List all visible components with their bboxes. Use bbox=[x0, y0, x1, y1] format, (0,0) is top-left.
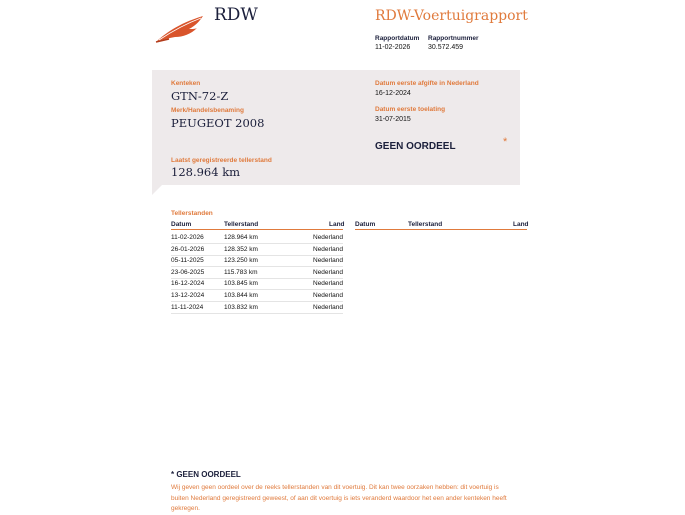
row-datum: 11-02-2026 bbox=[171, 234, 204, 241]
col-tellerstand-left: Tellerstand bbox=[224, 221, 259, 228]
row-tellerstand: 103.832 km bbox=[224, 303, 258, 311]
row-land: Nederland bbox=[313, 280, 343, 288]
col-datum-right: Datum bbox=[355, 221, 376, 228]
tellerstanden-label: Tellerstanden bbox=[171, 210, 213, 217]
row-tellerstand: 123.250 km bbox=[224, 257, 258, 265]
rapportdatum-label: Rapportdatum bbox=[375, 35, 420, 42]
kenteken-label: Kenteken bbox=[171, 80, 201, 87]
verdict-star: * bbox=[503, 136, 508, 148]
row-land: Nederland bbox=[313, 303, 343, 311]
row-tellerstand: 128.964 km bbox=[224, 234, 258, 241]
tellerstanden-table bbox=[171, 232, 343, 317]
row-land: Nederland bbox=[313, 245, 343, 253]
row-tellerstand: 103.844 km bbox=[224, 292, 258, 299]
panel-notch bbox=[152, 185, 162, 195]
row-land: Nederland bbox=[313, 234, 343, 241]
merk-value: PEUGEOT 2008 bbox=[171, 116, 265, 130]
rapportdatum-value: 11-02-2026 bbox=[375, 44, 411, 51]
row-datum: 16-12-2024 bbox=[171, 280, 205, 288]
report-title: RDW-Voertuigrapport bbox=[375, 8, 528, 24]
row-datum: 26-01-2026 bbox=[171, 245, 205, 253]
tellerstand-value: 128.964 km bbox=[171, 165, 241, 179]
toelating-label: Datum eerste toelating bbox=[375, 106, 446, 113]
row-datum: 23-06-2025 bbox=[171, 268, 205, 276]
row-land: Nederland bbox=[313, 292, 343, 299]
row-datum: 13-12-2024 bbox=[171, 292, 205, 299]
afgifte-value: 16-12-2024 bbox=[375, 90, 411, 97]
verdict-text: GEEN OORDEEL bbox=[375, 141, 456, 152]
tellerstand-label: Laatst geregistreerde tellerstand bbox=[171, 157, 272, 164]
row-datum: 05-11-2025 bbox=[171, 257, 204, 265]
table-row bbox=[171, 255, 343, 267]
table-row bbox=[171, 278, 343, 290]
col-datum-left: Datum bbox=[171, 221, 192, 228]
col-tellerstand-right: Tellerstand bbox=[408, 221, 443, 228]
header-underline-right bbox=[355, 229, 527, 230]
table-row bbox=[171, 232, 343, 244]
col-land-left: Land bbox=[329, 221, 345, 228]
rdw-feather-icon bbox=[155, 14, 207, 44]
footer-text: Wij geven geen oordeel over de reeks tellerstanden van dit voertuig. Dit kan twee oorzaken hebben: dit voertuig is buiten Nederland geregistreerd geweest, of aan dit voertuig is iets veranderd waardoor het een ander kenteken heeft gekregen. bbox=[171, 484, 507, 512]
rapportnummer-label: Rapportnummer bbox=[428, 35, 479, 42]
row-datum: 11-11-2024 bbox=[171, 303, 204, 311]
table-row bbox=[171, 267, 343, 279]
kenteken-value: GTN-72-Z bbox=[171, 89, 229, 103]
table-row bbox=[171, 244, 343, 256]
header-underline-left bbox=[171, 229, 343, 230]
logo-text: RDW bbox=[214, 5, 258, 25]
row-land: Nederland bbox=[313, 257, 343, 265]
row-tellerstand: 128.352 km bbox=[224, 245, 258, 253]
footer-title: * GEEN OORDEEL bbox=[171, 470, 241, 479]
afgifte-label: Datum eerste afgifte in Nederland bbox=[375, 80, 479, 87]
table-row bbox=[171, 290, 343, 302]
row-land: Nederland bbox=[313, 268, 343, 276]
table-row bbox=[171, 302, 343, 314]
merk-label: Merk/Handelsbenaming bbox=[171, 107, 244, 114]
row-tellerstand: 115.783 km bbox=[224, 268, 258, 276]
col-land-right: Land bbox=[513, 221, 529, 228]
rapportnummer-value: 30.572.459 bbox=[428, 44, 464, 51]
toelating-value: 31-07-2015 bbox=[375, 116, 411, 123]
row-tellerstand: 103.845 km bbox=[224, 280, 258, 288]
